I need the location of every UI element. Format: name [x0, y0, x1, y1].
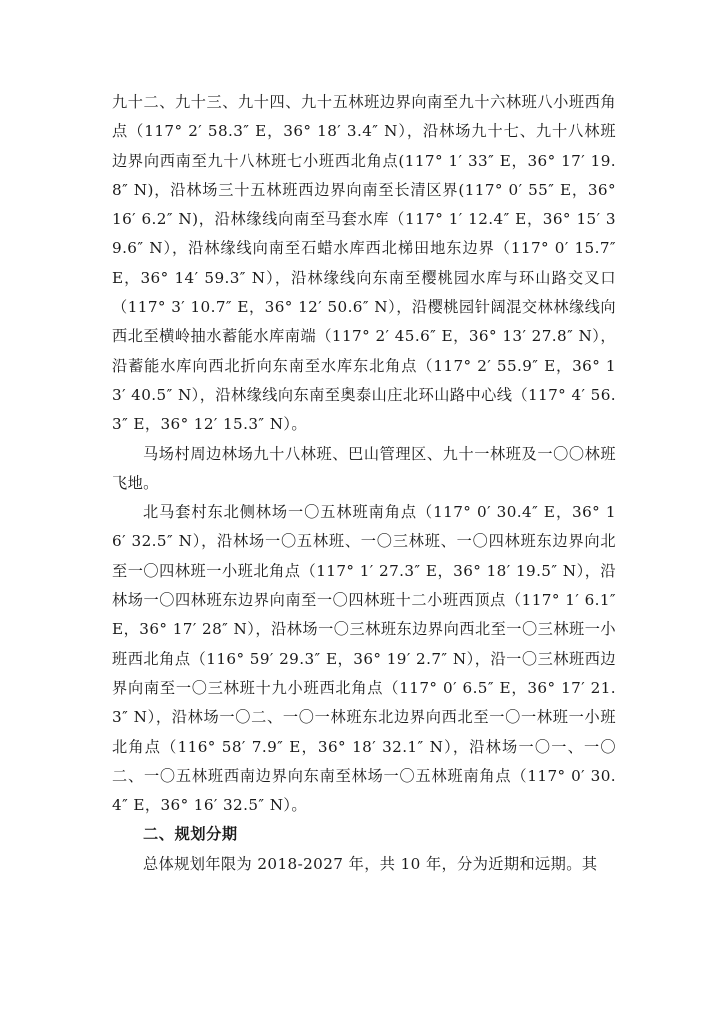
paragraph-planning-period: 总体规划年限为 2018-2027 年，共 10 年，分为近期和远期。其 — [143, 854, 598, 873]
paragraph-beimatao-village: 北马套村东北侧林场一〇五林班南角点（117° 0′ 30.4″ E，36° 16′ 32.5″ N），沿林场一〇五林班、一〇三林班、一〇四林班东边界向北至一〇四林班一小班北角点（117° 1′ 27.3″ E，36° 18′ 19.5″ N），沿林场一〇四林班东边界向南至一〇四林班十二小班西顶点（117° 1′ 6.1″ E，36° 17′ 28″ N），沿林场一〇三林班东边界向西北至一〇三林班一小班西北角点（116° 59′ 29.3″ E，36° 19′ 2.7″ N），沿一〇三林班西边界向南至一〇三林班十九小班西北角点（117° 0′ 6.5″ E，36° 17′ 21.3″ N），沿林场一〇二、一〇一林班东北边界向西北至一〇一林班一小班北角点（116° 58′ 7.9″ E，36° 18′ 32.1″ N），沿林场一〇一、一〇二、一〇五林班西南边界向东南至林场一〇五林班南角点（117° 0′ 30.4″ E，36° 16′ 32.5″ N）。 — [112, 503, 616, 815]
paragraph-boundary-continued: 九十二、九十三、九十四、九十五林班边界向南至九十六林班八小班西角点（117° 2′ 58.3″ E，36° 18′ 3.4″ N），沿林场九十七、九十八林班边界向西南至九十八林班七小班西北角点(117° 1′ 33″ E，36° 17′ 19.8″ N)，沿林场三十五林班西边界向南至长清区界(117° 0′ 55″ E，36° 16′ 6.2″ N)，沿林缘线向南至马套水库（117° 1′ 12.4″ E，36° 15′ 39.6″ N），沿林缘线向南至石蜡水库西北梯田地东边界（117° 0′ 15.7″ E，36° 14′ 59.3″ N），沿林缘线向东南至樱桃园水库与环山路交叉口（117° 3′ 10.7″ E，36° 12′ 50.6″ N），沿樱桃园针阔混交林林缘线向西北至横岭抽水蓄能水库南端（117° 2′ 45.6″ E，36° 13′ 27.8″ N），沿蓄能水库向西北折向东南至水库东北角点（117° 2′ 55.9″ E，36° 13′ 40.5″ N），沿林缘线向东南至奥泰山庄北环山路中心线（117° 4′ 56.3″ E，36° 12′ 15.3″ N）。 — [112, 93, 616, 434]
section-heading-planning-phases: 二、规划分期 — [143, 825, 238, 844]
paragraph-machang-village: 马场村周边林场九十八林班、巴山管理区、九十一林班及一〇〇林班飞地。 — [112, 444, 616, 492]
